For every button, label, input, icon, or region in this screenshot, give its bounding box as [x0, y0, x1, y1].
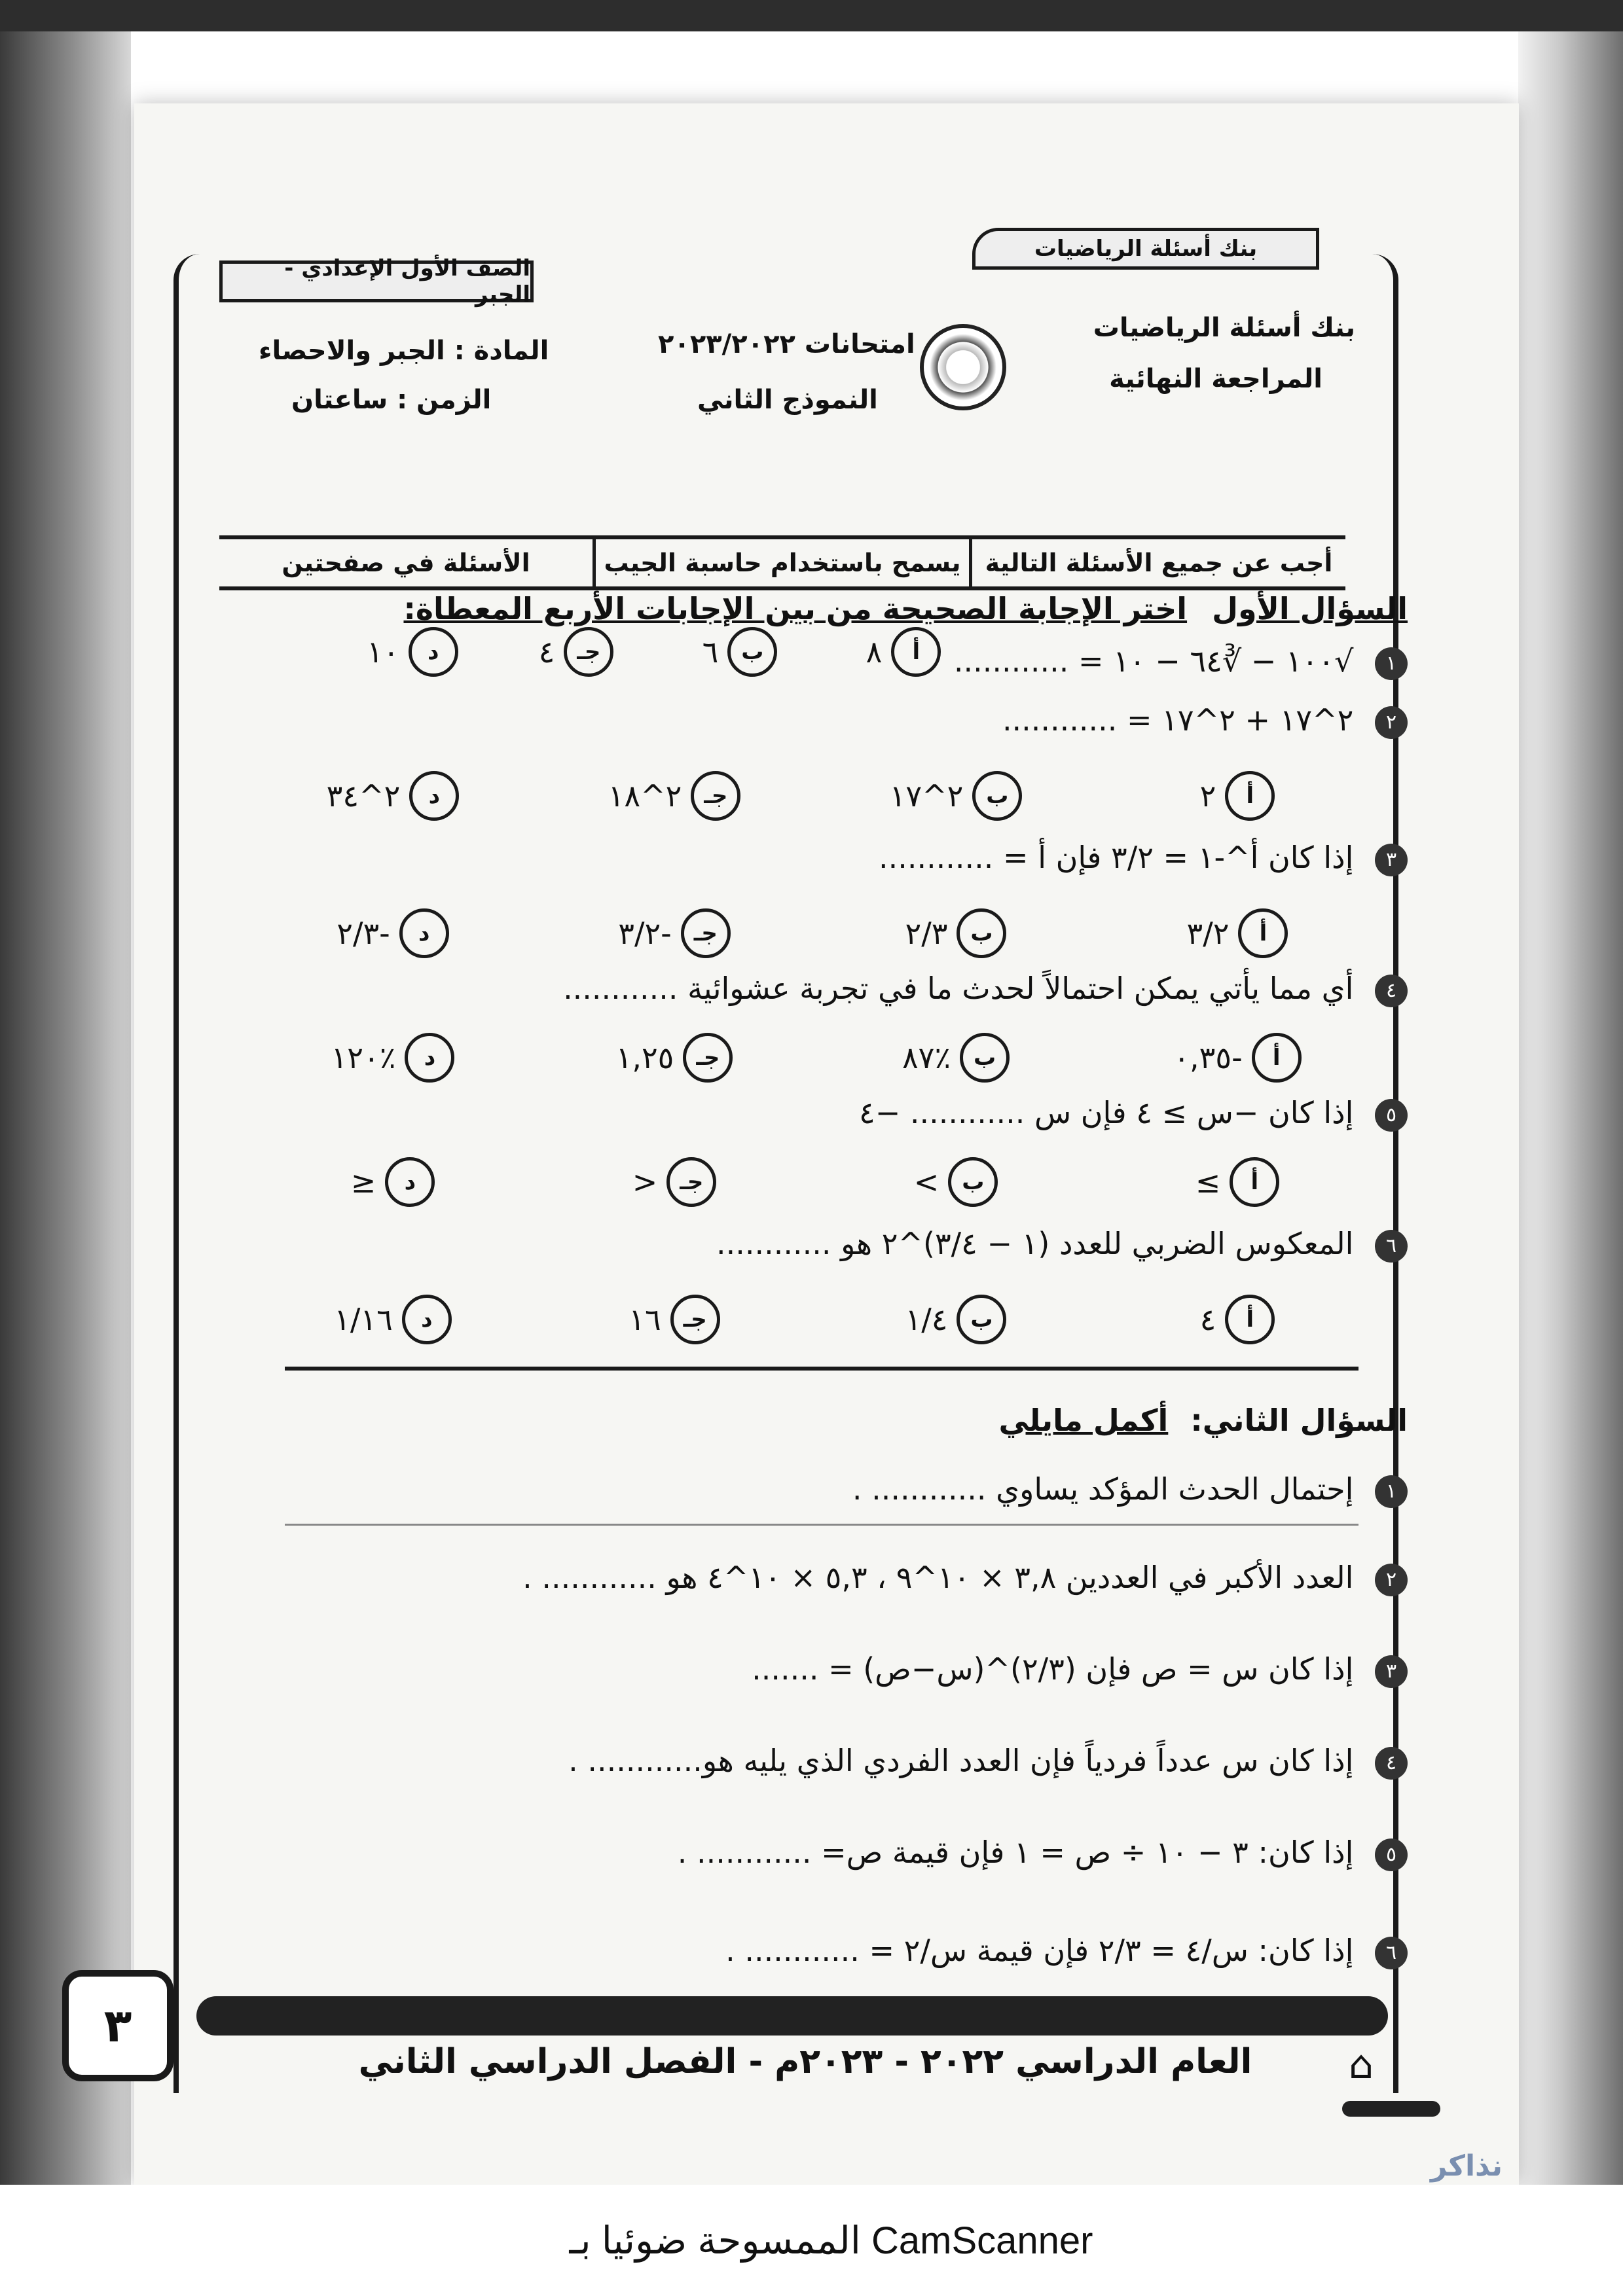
- option[interactable]: [822, 627, 985, 677]
- scan-top-shadow: [0, 0, 1623, 31]
- page-number: ٣: [62, 1970, 173, 2081]
- option-value: ٣/٢: [1186, 916, 1230, 951]
- footer-bar: [196, 1996, 1388, 2036]
- q1-item-5: [859, 1095, 1408, 1132]
- q1-item-5-number: ٥: [1375, 1099, 1408, 1132]
- option-letter: د: [385, 1157, 435, 1207]
- camscanner-caption: الممسوحة ضوئيا بـ CamScanner: [0, 2185, 1623, 2296]
- option-letter: أ: [1225, 771, 1275, 821]
- model-label: النموذج الثاني: [697, 385, 878, 415]
- q1-item-5-stem: إذا كان −س ≥ ٤ فإن س ............ −٤: [859, 1095, 1354, 1130]
- site-watermark: نذاكر: [1431, 2149, 1503, 2183]
- option-value: ٦: [702, 634, 719, 670]
- q2-item-6-text: إذا كان: س/٤ = ٢/٣ فإن قيمة س/٢ = ............ .: [725, 1933, 1354, 1968]
- q1-item-1: [954, 643, 1408, 680]
- q1-item-3-number: ٣: [1375, 844, 1408, 876]
- q1-item-4-stem: أي مما يأتي يمكن احتمالاً لحدث ما في تجربة عشوائية ............: [563, 971, 1354, 1006]
- option-value: -٠,٣٥: [1173, 1040, 1243, 1075]
- q2-item-4-text: إذا كان س عدداً فردياً فإن العدد الفردي الذي يليه هو............ .: [568, 1743, 1354, 1778]
- option-letter: د: [405, 1033, 454, 1083]
- option[interactable]: [252, 1033, 534, 1083]
- option-value: ١/٤: [905, 1302, 948, 1337]
- option-letter: جـ: [670, 1295, 720, 1344]
- bank-title: بنك أسئلة الرياضيات: [1093, 313, 1355, 343]
- option[interactable]: [1097, 908, 1378, 958]
- option-value: ≥: [1195, 1164, 1221, 1200]
- section-divider: [285, 1367, 1359, 1371]
- q2-item-6-number: ٦: [1375, 1937, 1408, 1969]
- q2-item-1-number: ١: [1375, 1475, 1408, 1508]
- option[interactable]: [534, 771, 815, 821]
- option[interactable]: [534, 1157, 815, 1207]
- q1-item-6-number: ٦: [1375, 1230, 1408, 1263]
- option[interactable]: [1097, 1295, 1378, 1344]
- option-value: <: [632, 1164, 658, 1200]
- option-value: >: [913, 1164, 939, 1200]
- option-value: ٤: [1199, 1302, 1216, 1337]
- option[interactable]: [815, 1033, 1097, 1083]
- option[interactable]: [252, 908, 534, 958]
- q2-title: السؤال الثاني:: [1190, 1403, 1408, 1438]
- option[interactable]: [658, 627, 822, 677]
- info-bar: [219, 535, 1345, 590]
- option-value: -٣/٢: [618, 916, 672, 951]
- q1-item-4-number: ٤: [1375, 975, 1408, 1007]
- grade-tab: الصف الأول الإعدادي - الجبر: [219, 260, 534, 302]
- option-letter: أ: [1238, 908, 1288, 958]
- option[interactable]: [252, 1295, 534, 1344]
- q1-item-4-options: [252, 1033, 1378, 1083]
- q1-item-3: [879, 840, 1408, 876]
- option[interactable]: [534, 1033, 815, 1083]
- q2-item-2: [522, 1560, 1408, 1596]
- option[interactable]: [1097, 771, 1378, 821]
- q2-item-2-text: العدد الأكبر في العددين ٣,٨ × ١٠^٩ ، ٥,٣ × ١٠^٤ هو ............ .: [522, 1560, 1354, 1595]
- option-value: ٪٨٧: [902, 1040, 951, 1075]
- option[interactable]: [1097, 1033, 1378, 1083]
- q2-item-3-text: إذا كان س = ص فإن (٢/٣)^(س−ص) = .......: [752, 1651, 1354, 1687]
- q1-item-2-number: ٢: [1375, 706, 1408, 739]
- q2-heading: [999, 1403, 1408, 1438]
- row-divider: [285, 1524, 1359, 1526]
- q1-heading: [403, 591, 1408, 626]
- option[interactable]: [815, 771, 1097, 821]
- q1-item-2: [1002, 702, 1408, 739]
- option-value: ١٠: [367, 634, 399, 670]
- answer-all-text: أجب عن جميع الأسئلة التالية: [969, 539, 1345, 586]
- q1-item-1-stem: √١٠٠ − ∛٦٤ − ١٠ = ............: [953, 643, 1354, 679]
- option-letter: د: [409, 627, 458, 677]
- option-letter: جـ: [681, 908, 731, 958]
- option-letter: ب: [727, 627, 777, 677]
- option-value: ٨: [866, 634, 883, 670]
- review-title: المراجعة النهائية: [1109, 364, 1322, 394]
- option-letter: د: [409, 771, 459, 821]
- option-letter: أ: [891, 627, 941, 677]
- q1-instruction: اختر الإجابة الصحيحة من بين الإجابات الأربع المعطاة:: [403, 591, 1188, 626]
- option[interactable]: [252, 771, 534, 821]
- option-letter: أ: [1252, 1033, 1302, 1083]
- q1-item-3-stem: إذا كان أ^-١ = ٣/٢ فإن أ = ............: [878, 840, 1354, 875]
- q1-title: السؤال الأول: [1212, 591, 1408, 626]
- option-letter: جـ: [683, 1033, 733, 1083]
- option-letter: د: [399, 908, 449, 958]
- q2-item-2-number: ٢: [1375, 1564, 1408, 1596]
- option-value: ≤: [350, 1164, 376, 1200]
- q2-item-4: [568, 1743, 1408, 1780]
- option-letter: جـ: [666, 1157, 716, 1207]
- q2-instruction: أكمل مايلي: [998, 1403, 1169, 1438]
- q2-item-6: [725, 1933, 1408, 1969]
- option-letter: جـ: [691, 771, 740, 821]
- option-value: ١,٢٥: [615, 1040, 674, 1075]
- option-value: ٤: [538, 634, 555, 670]
- option[interactable]: [534, 1295, 815, 1344]
- q2-item-5-number: ٥: [1375, 1839, 1408, 1871]
- option[interactable]: [1097, 1157, 1378, 1207]
- q1-item-5-options: [252, 1157, 1378, 1207]
- option-value: ٢: [1199, 778, 1216, 814]
- option[interactable]: [494, 627, 658, 677]
- q1-item-1-options: [331, 627, 985, 677]
- q1-item-2-stem: ٢^١٧ + ٢^١٧ = ............: [1002, 702, 1354, 738]
- q2-item-5-text: إذا كان: ٣ − ١٠ ÷ ص = ١ فإن قيمة ص= ............ .: [677, 1835, 1354, 1870]
- footer-year: العام الدراسي ٢٠٢٢ - ٢٠٢٣م - الفصل الدراسي الثاني: [358, 2042, 1252, 2081]
- q2-item-1-text: إحتمال الحدث المؤكد يساوي ............ .: [852, 1471, 1354, 1507]
- option-letter: ب: [948, 1157, 998, 1207]
- calculator-text: يسمح باستخدام حاسبة الجيب: [593, 539, 969, 586]
- q2-item-4-number: ٤: [1375, 1747, 1408, 1780]
- option[interactable]: [815, 908, 1097, 958]
- exams-year: امتحانات ٢٠٢٣/٢٠٢٢: [658, 329, 915, 359]
- option[interactable]: [815, 1295, 1097, 1344]
- time-label: الزمن : ساعتان: [291, 385, 492, 415]
- option-value: ٢/٣: [905, 916, 948, 951]
- option[interactable]: [252, 1157, 534, 1207]
- q1-item-6-stem: المعكوس الضربي للعدد (١ − ٣/٤)^٢ هو ............: [716, 1226, 1354, 1261]
- option-value: ٢^٣٤: [326, 778, 401, 814]
- pages-text: الأسئلة في صفحتين: [282, 548, 530, 577]
- option-letter: ب: [957, 908, 1006, 958]
- option-letter: جـ: [564, 627, 613, 677]
- subject-label: المادة : الجبر والاحصاء: [259, 336, 549, 366]
- option-letter: أ: [1230, 1157, 1279, 1207]
- home-icon: ⌂: [1349, 2042, 1374, 2088]
- q1-item-1-number: ١: [1375, 647, 1408, 680]
- option-letter: د: [402, 1295, 452, 1344]
- q1-item-3-options: [252, 908, 1378, 958]
- option-value: ٢^١٨: [608, 778, 682, 814]
- option[interactable]: [331, 627, 494, 677]
- option-letter: أ: [1225, 1295, 1275, 1344]
- scan-left-shadow: [0, 31, 131, 2185]
- q2-item-3-number: ٣: [1375, 1655, 1408, 1688]
- q1-item-4: [563, 971, 1408, 1007]
- q2-item-1: [852, 1471, 1408, 1508]
- exam-paper: [134, 103, 1519, 2185]
- q2-item-5: [678, 1835, 1408, 1871]
- option-value: ١/١٦: [334, 1302, 393, 1337]
- option-value: ٪١٢٠: [331, 1040, 396, 1075]
- bank-tab: بنك أسئلة الرياضيات: [972, 228, 1319, 270]
- option-value: -٢/٣: [337, 916, 390, 951]
- option[interactable]: [534, 908, 815, 958]
- option-letter: ب: [957, 1295, 1006, 1344]
- scan-right-shadow: [1518, 31, 1623, 2185]
- option-letter: ب: [960, 1033, 1010, 1083]
- option-letter: ب: [972, 771, 1022, 821]
- governorate-seal: [920, 324, 1006, 410]
- option[interactable]: [815, 1157, 1097, 1207]
- option-value: ٢^١٧: [889, 778, 964, 814]
- q1-item-6: [716, 1226, 1408, 1263]
- option-value: ١٦: [629, 1302, 661, 1337]
- q2-item-3: [752, 1651, 1408, 1688]
- q1-item-6-options: [252, 1295, 1378, 1344]
- q1-item-2-options: [252, 771, 1378, 821]
